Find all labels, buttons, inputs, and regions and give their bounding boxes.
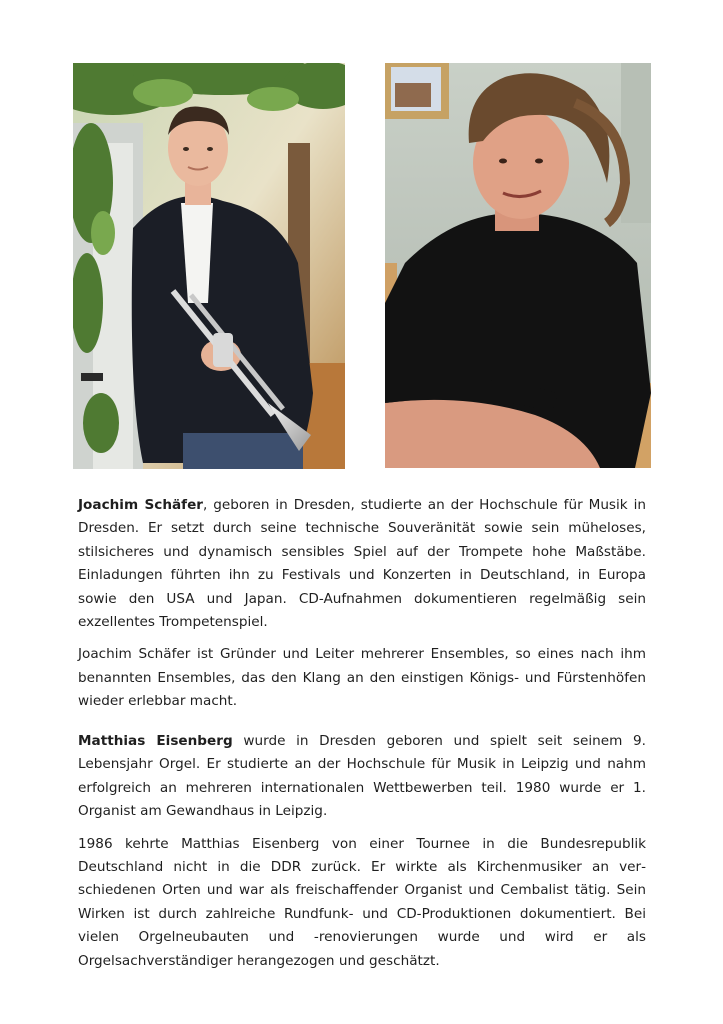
trumpeter-illustration (73, 63, 345, 469)
bio1-paragraph-1 (78, 494, 646, 634)
bio-joachim-schaefer (78, 494, 646, 714)
bio-matthias-eisenberg (78, 730, 646, 973)
portrait-illustration (385, 63, 651, 468)
bio1-p1-text: , geboren in Dresden, studierte an der Hochschule für Musik in Dresden. Er setzt durch seine technische Souveränität sowie sein müheloses, stilsicheres und dynamisch sensibles Spiel auf der Trompete hohe Maßstäbe. Einladungen führten ihn zu Festivals und Konzerten in Deutschland, in Europa sowie den USA und Japan. CD-Aufnahmen dokumentieren regelmäßig sein exzellentes Trompetenspiel. (78, 497, 646, 631)
photo-matthias-eisenberg (385, 63, 651, 468)
bio2-paragraph-1 (78, 730, 646, 824)
bio2-name: Matthias Eisenberg (78, 733, 233, 749)
bio2-p1-text: wurde in Dresden geboren und spielt seit seinem 9. Lebensjahr Orgel. Er studierte an der Hochschule für Musik in Leipzig und nahm erfolgreich an mehreren internationalen Wettbewerben teil. 1980 wurde er 1. Organist am Gewandhaus in Leipzig. (78, 733, 646, 820)
photo-joachim-schaefer (73, 63, 345, 469)
bio1-paragraph-2: Joachim Schäfer ist Gründer und Leiter mehrerer Ensembles, so eines nach ihm benannten Ensembles, das den Klang an den einstigen Königs- und Fürstenhöfen wieder erlebbar macht. (78, 646, 646, 710)
bio1-name: Joachim Schäfer (78, 497, 204, 513)
bio2-paragraph-2: 1986 kehrte Matthias Eisenberg von einer Tournee in die Bundesrepublik Deutschland nicht in die DDR zurück. Er wirkte als Kirchenmusiker an verschiedenen Orten und war als freischaffender Organist und Cembalist tätig. Sein Wirken ist durch zahlreiche Rundfunk- und CD-Produktionen dokumentiert. Bei vielen Orgelneubauten und -renovierungen wurde und wird er als Orgelsachverständiger herangezogen und geschätzt. (78, 835, 646, 969)
